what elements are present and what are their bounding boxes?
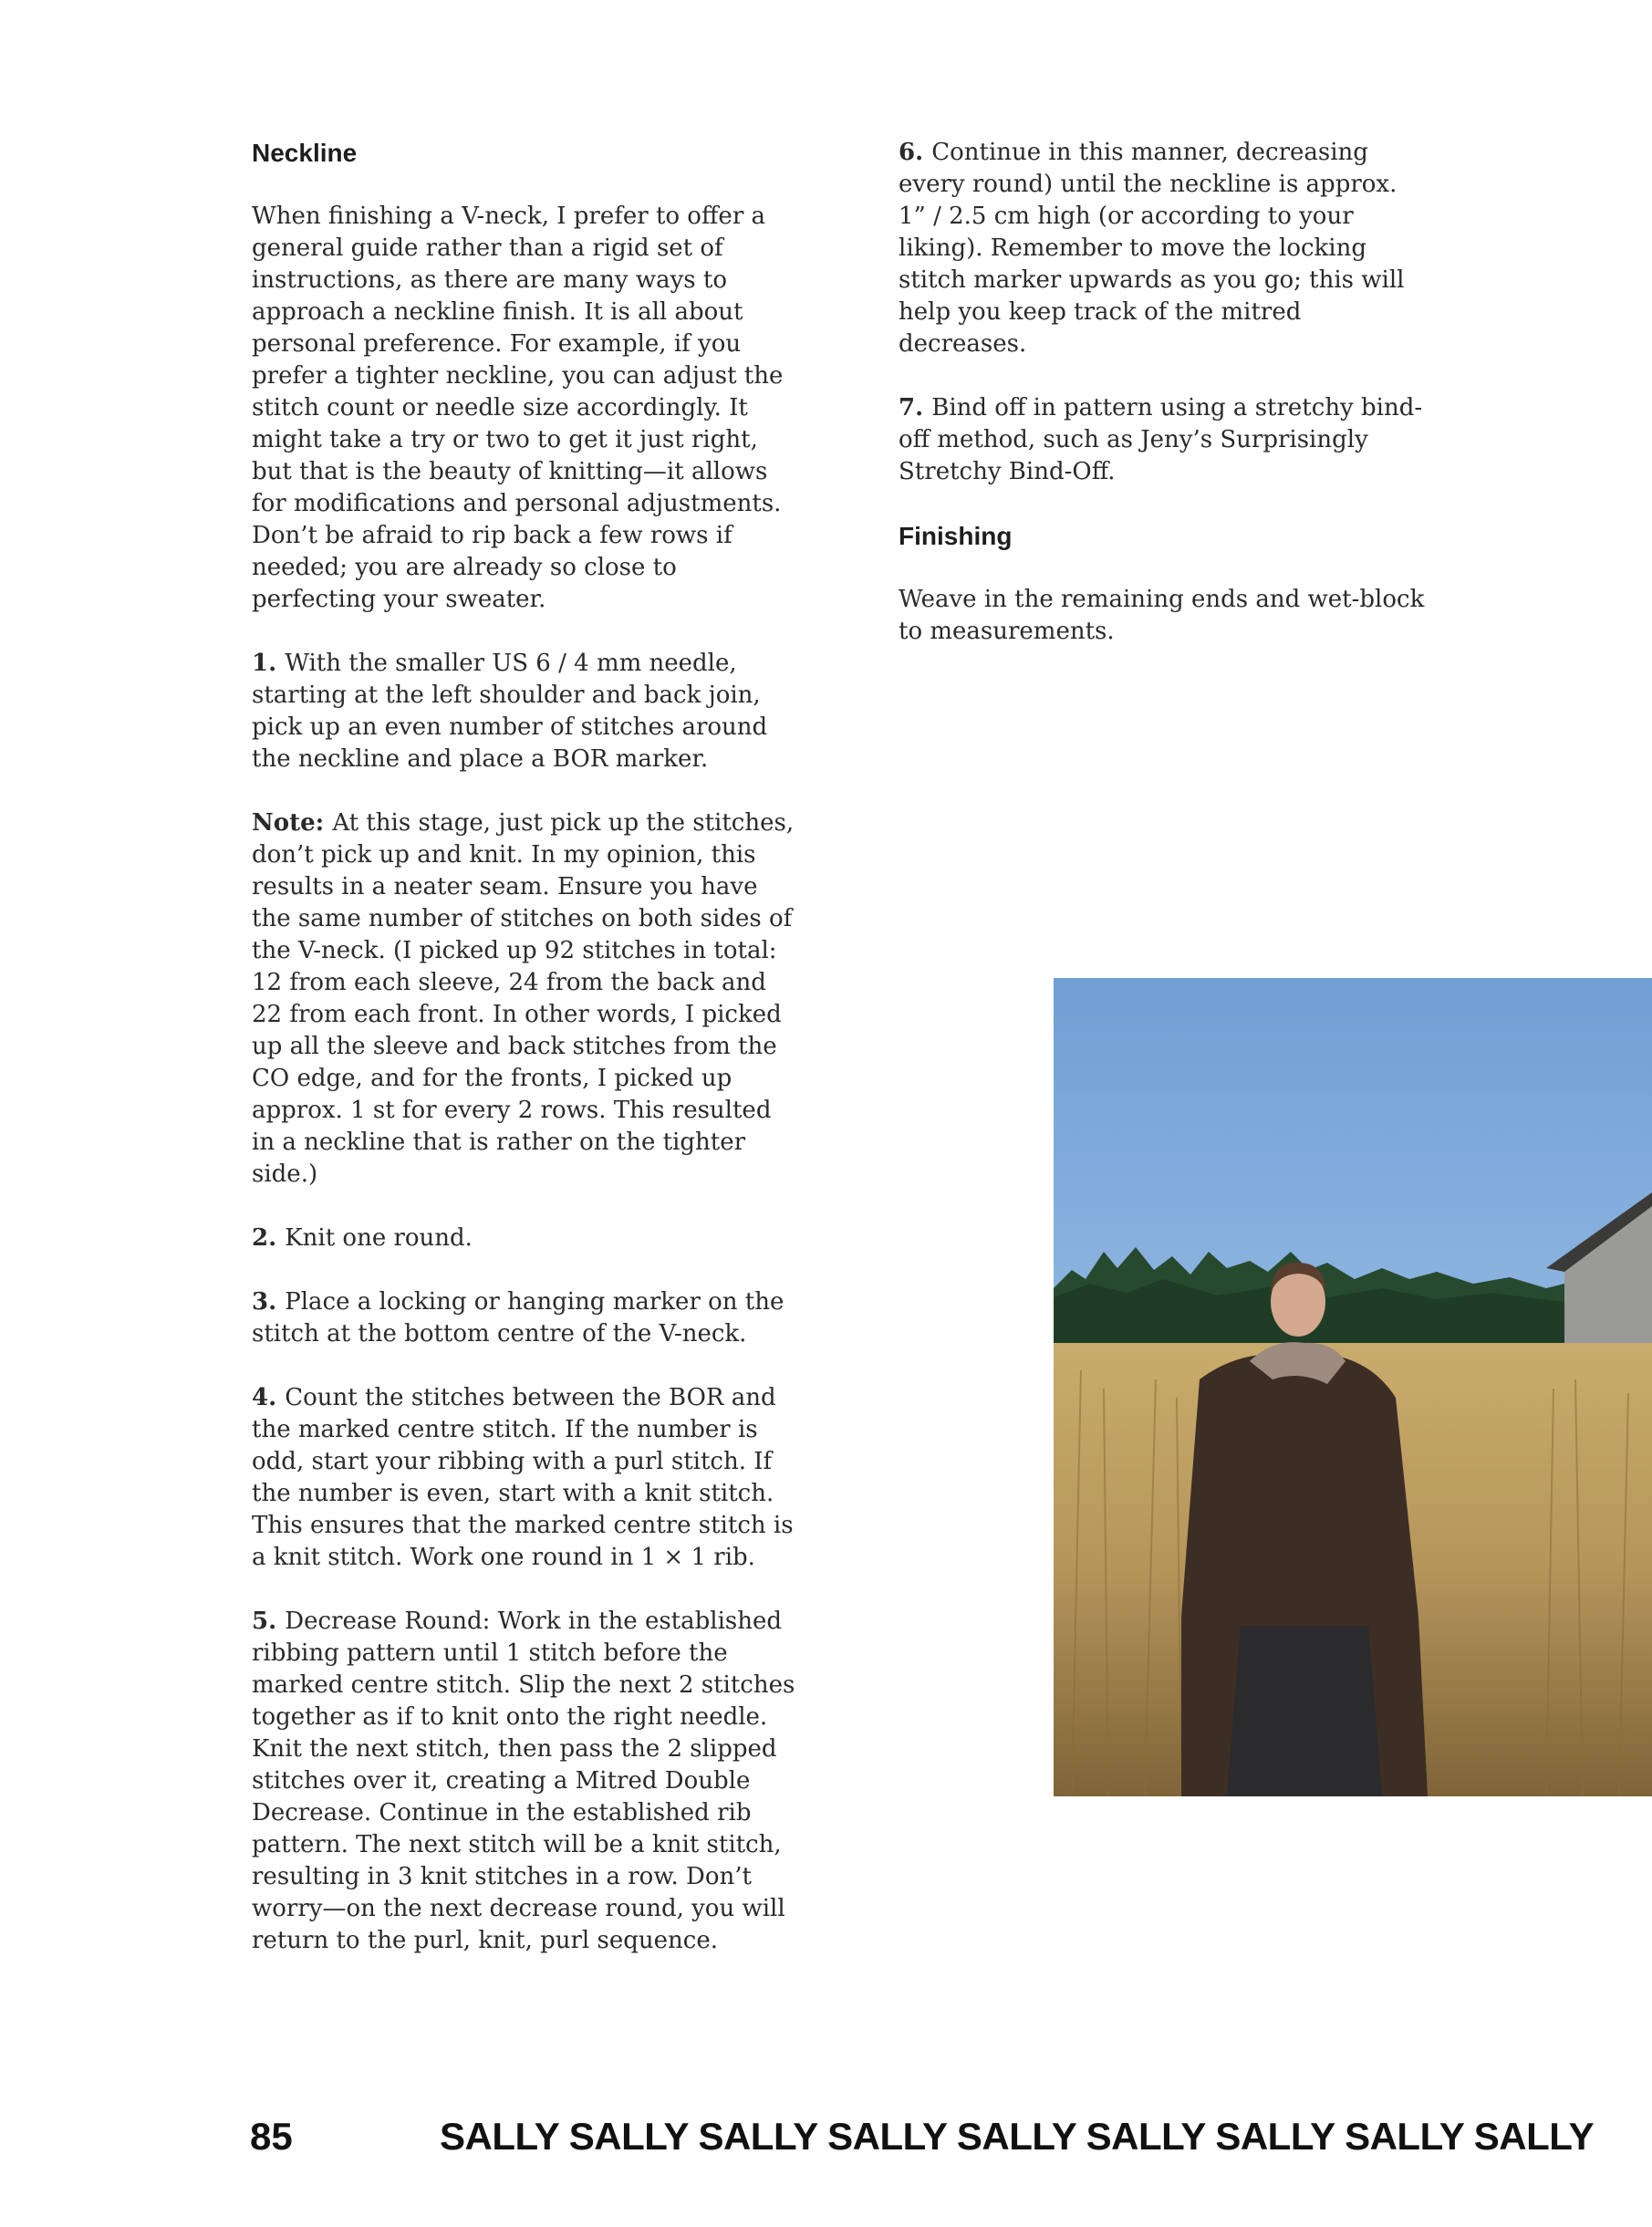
step-number: 5. [252,1608,277,1635]
section-heading-finishing: Finishing [899,522,1013,550]
running-title: SALLY SALLY SALLY SALLY SALLY SALLY SALLY SALLY SALLY [440,2115,1595,2158]
step-2 [252,1223,799,1254]
step-6 [899,137,1428,360]
step-text: Knit one round. [285,1224,473,1252]
model-photo [1054,978,1652,1796]
step-text: With the smaller US 6 / 4 mm needle, starting at the left shoulder and back join, pick up an even number of stitches around the neckline and place a BOR marker. [252,650,768,773]
section-heading-neckline: Neckline [252,139,358,167]
step-text: Place a locking or hanging marker on the stitch at the bottom centre of the V-neck. [252,1288,784,1348]
note-label: Note: [252,809,325,837]
page-number: 85 [250,2115,293,2158]
step-number: 2. [252,1224,277,1252]
model-trousers [1227,1626,1382,1796]
step-text: Bind off in pattern using a stretchy bind-off method, such as Jeny’s Surprisingly Stretchy Bind-Off. [899,394,1423,485]
step-1 [252,648,799,775]
step-text: Count the stitches between the BOR and the marked centre stitch. If the number is odd, start your ribbing with a purl stitch. If the number is even, start with a knit stitch. This ensures that the marked centre stitch is a knit stitch. Work one round in 1 × 1 rib. [252,1384,794,1571]
step-number: 1. [252,650,277,677]
step-4 [252,1382,799,1574]
step-3 [252,1286,799,1350]
step-text: Continue in this manner, decreasing every round) until the neckline is approx. 1” / 2.5 cm high (or according to your liking). Remember to move the locking stitch marker upwards as you go; this will help you keep track of the mitred decreases. [899,139,1405,358]
step-number: 4. [252,1384,277,1411]
left-column [252,137,799,1989]
step-number: 6. [899,139,924,166]
step-number: 3. [252,1288,277,1316]
note-paragraph [252,807,799,1191]
intro-paragraph: When finishing a V-neck, I prefer to offer a general guide rather than a rigid set of instructions, as there are many ways to approach a neckline finish. It is all about personal preference. For example, if you prefer a tighter neckline, you can adjust the stitch count or needle size accordingly. It might take a try or two to get it just right, but that is the beauty of knitting—it allows for modifications and personal adjustments. Don’t be afraid to rip back a few rows if needed; you are already so close to perfecting your sweater. [252,203,784,613]
step-text: Decrease Round: Work in the established ribbing pattern until 1 stitch before the marked centre stitch. Slip the next 2 stitches together as if to knit onto the right needle. Knit the next stitch, then pass the 2 slipped stitches over it, creating a Mitred Double Decrease. Continue in the established rib pattern. The next stitch will be a knit stitch, resulting in 3 knit stitches in a row. Don’t worry—on the next decrease round, you will return to the purl, knit, purl sequence. [252,1608,795,1954]
page-footer [0,2109,1652,2164]
step-number: 7. [899,394,924,421]
note-text: At this stage, just pick up the stitches, don’t pick up and knit. In my opinion, this results in a neater seam. Ensure you have the same number of stitches on both sides of the V-neck. (I picked up 92 stitches in total: 12 from each sleeve, 24 from the back and 22 from each front. In other words, I picked up all the sleeve and back stitches from the CO edge, and for the fronts, I picked up approx. 1 st for every 2 rows. This resulted in a neckline that is rather on the tighter side.) [252,809,795,1188]
photo-illustration [1054,978,1652,1796]
step-7 [899,392,1428,488]
step-5 [252,1606,799,1957]
right-column [899,137,1428,680]
finishing-paragraph: Weave in the remaining ends and wet-block to measurements. [899,586,1425,645]
